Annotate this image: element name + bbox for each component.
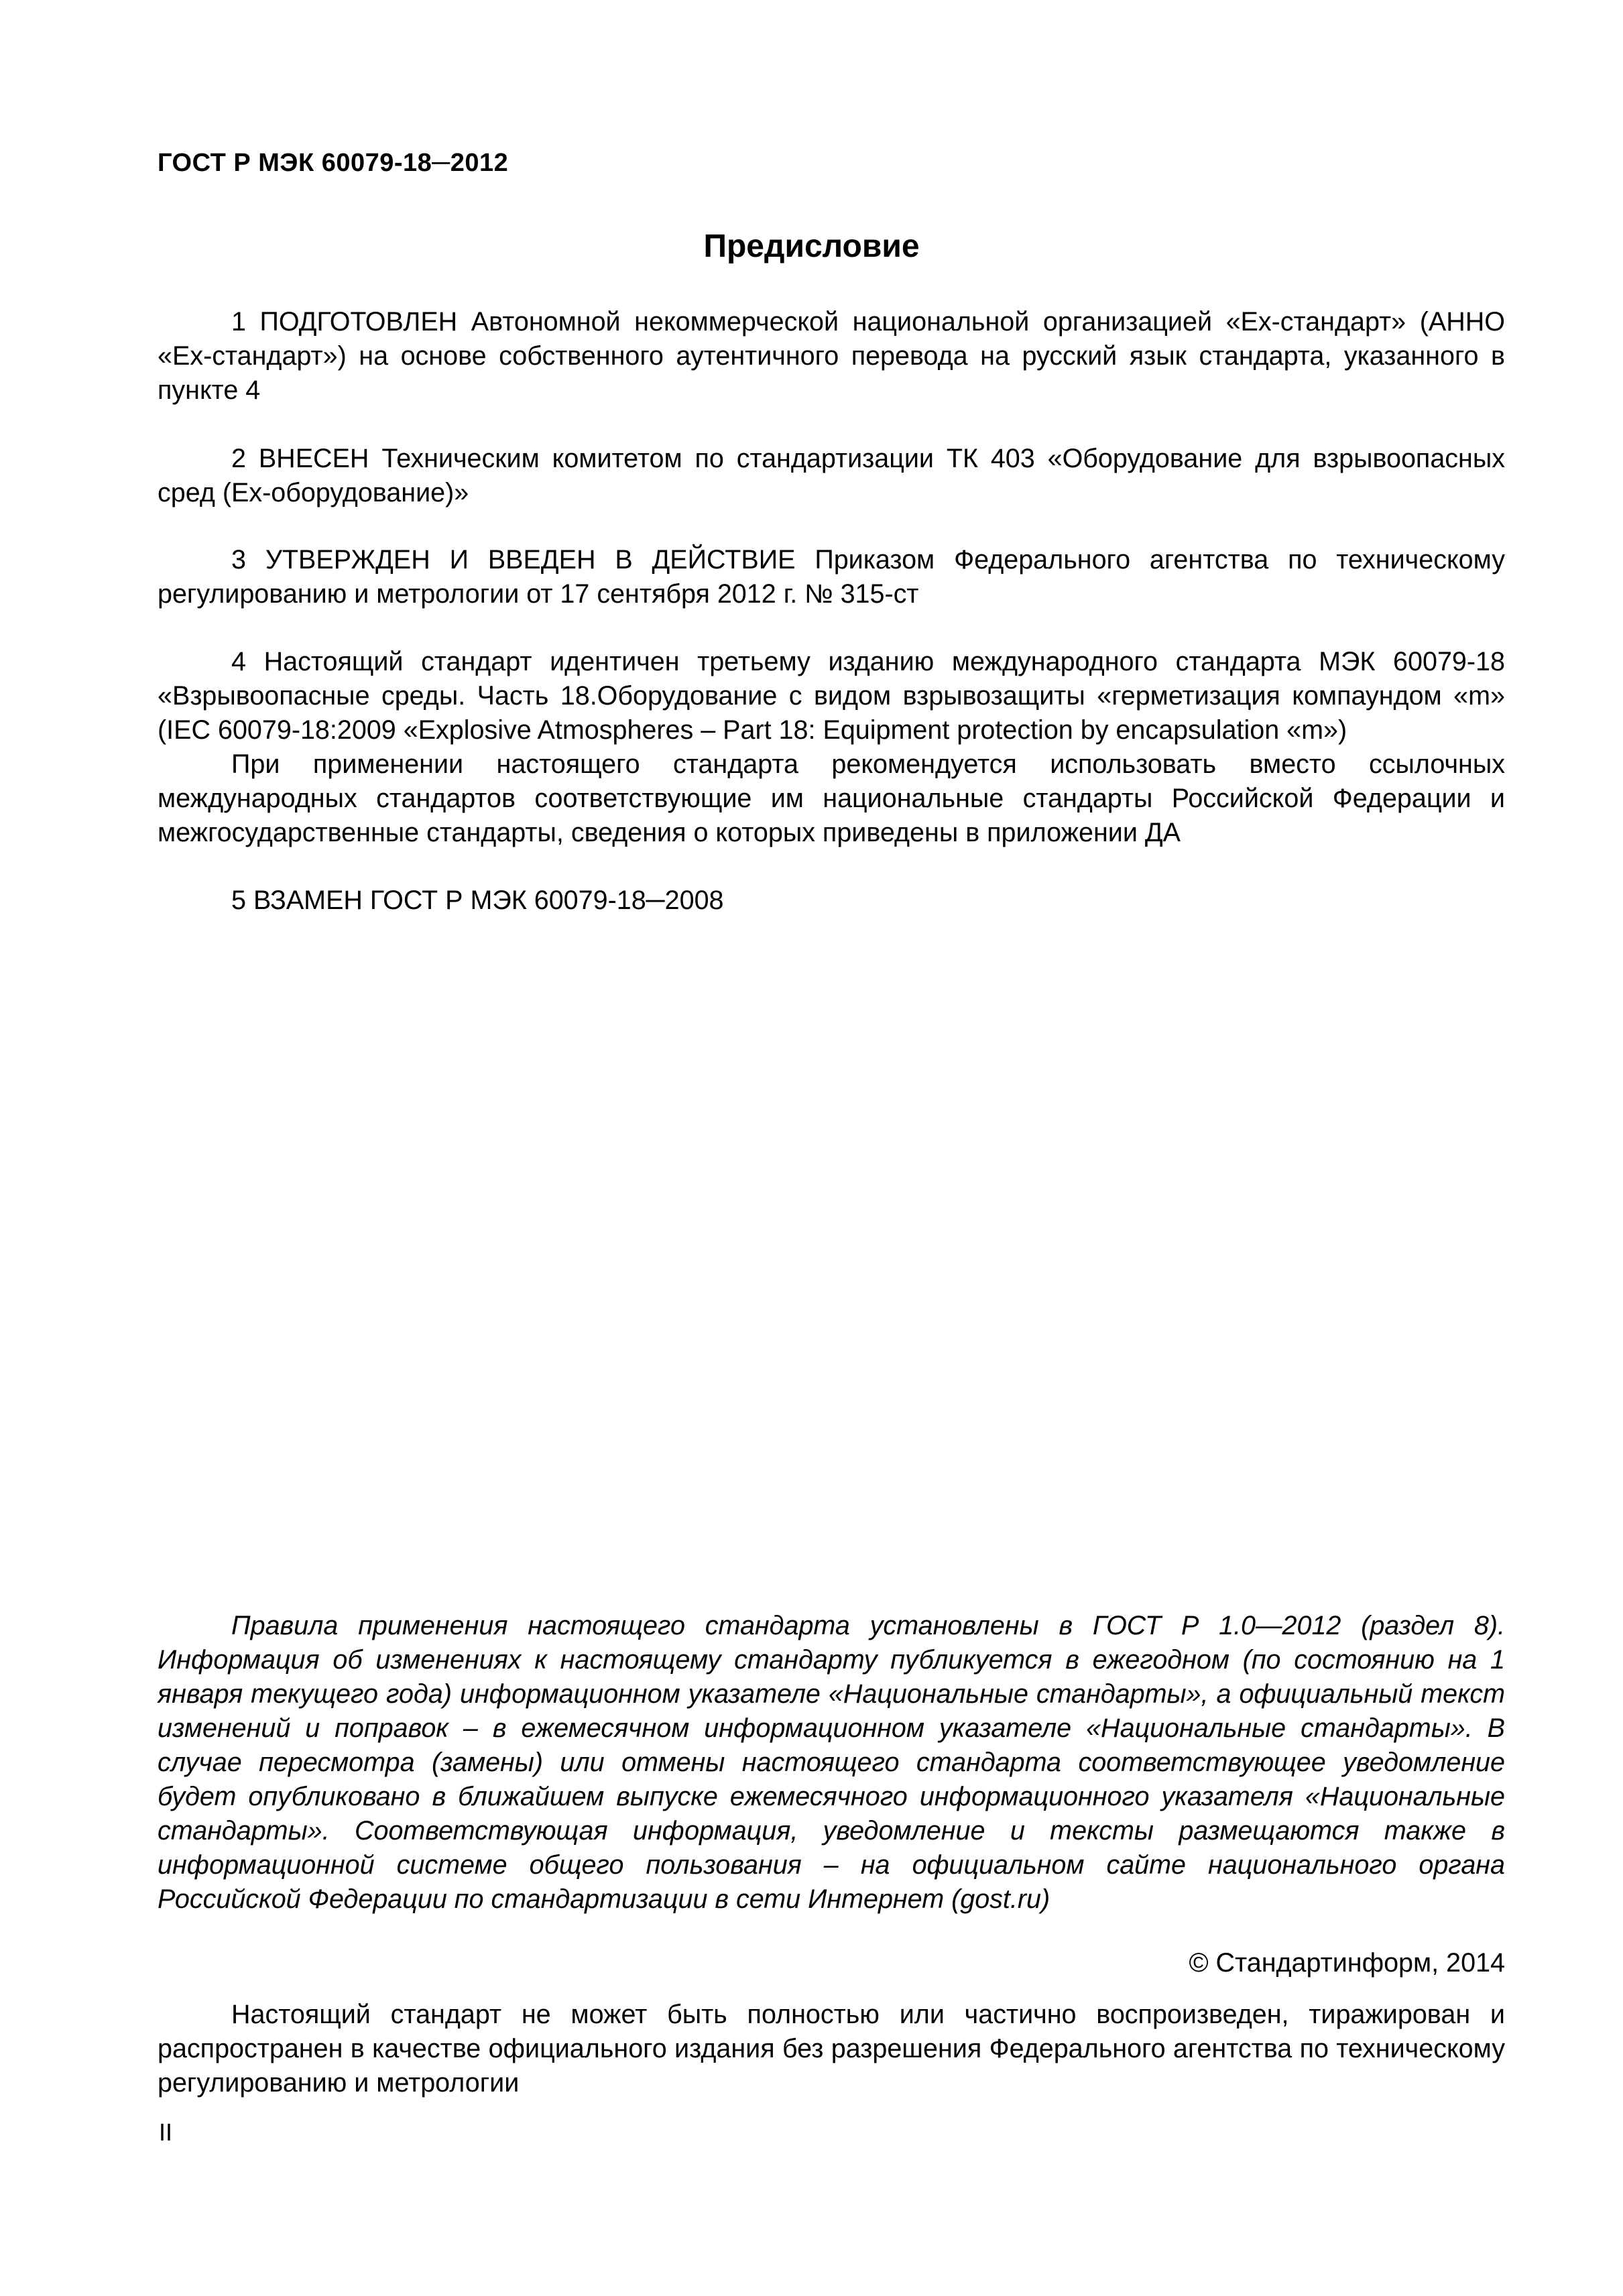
page-number: II [159,2118,173,2146]
reproduction-notice-text: Настоящий стандарт не может быть полностью или частично воспроизведен, тиражирован и распространен в качестве официального издания без разрешения Федерального агентства по техническому регулированию и метрологии [158,2000,1505,2098]
foreword-item-4-note: При применении настоящего стандарта рекомендуется использовать вместо ссылочных международных стандартов соответствующие им национальные стандарты Российской Федерации и межгосударственные стандарты, сведения о которых приведены в приложении ДА [158,749,1505,847]
page-title: Предисловие [703,229,920,264]
reproduction-notice [158,1998,1505,2100]
application-rules-text: Правила применения настоящего стандарта установлены в ГОСТ Р 1.0—2012 (раздел 8). Информация об изменениях к настоящему стандарту публикуется в ежегодном (по состоянию на 1 января текущего года) информационном указателе «Национальные стандарты», а официальный текст изменений и поправок – в ежемесячном информационном указателе «Национальные стандарты». В случае пересмотра (замены) или отмены настоящего стандарта соответствующее уведомление будет опубликовано в ближайшем выпуске ежемесячного информационного указателя «Национальные стандарты». Соответствующая информация, уведомление и тексты размещаются также в информационной системе общего пользования – на официальном сайте национального органа Российской Федерации по стандартизации в сети Интернет (gost.ru) [158,1611,1505,1914]
foreword-item-3 [158,543,1505,611]
application-rules [158,1609,1505,1917]
foreword-item-2-text: 2 ВНЕСЕН Техническим комитетом по стандартизации ТК 403 «Оборудование для взрывоопасных сред (Ех-оборудование)» [158,444,1505,507]
document-code-header: ГОСТ Р МЭК 60079-18─2012 [158,149,509,177]
foreword-item-5 [158,884,1505,918]
foreword-item-1-text: 1 ПОДГОТОВЛЕН Автономной некоммерческой национальной организацией «Ех-стандарт» (АННО «Ех-стандарт») на основе собственного аутентичного перевода на русский язык стандарта, указанного в пункте 4 [158,307,1505,405]
foreword-item-4 [158,645,1505,850]
foreword-item-5-text: 5 ВЗАМЕН ГОСТ Р МЭК 60079-18─2008 [231,886,724,915]
foreword-item-1 [158,305,1505,408]
foreword-item-3-text: 3 УТВЕРЖДЕН И ВВЕДЕН В ДЕЙСТВИЕ Приказом Федерального агентства по техническому регулированию и метрологии от 17 сентября 2012 г. № 315-ст [158,545,1505,609]
foreword-item-4-text: 4 Настоящий стандарт идентичен третьему изданию международного стандарта МЭК 60079-18 «Взрывоопасные среды. Часть 18.Оборудование с видом взрывозащиты «герметизация компаундом «m» (IEC 60079-18:2009 «Explosive Atmospheres – Part 18: Equipment protection by encapsulation «m») [158,647,1505,745]
copyright-line: © Стандартинформ, 2014 [1189,1948,1505,1978]
foreword-item-2 [158,442,1505,510]
